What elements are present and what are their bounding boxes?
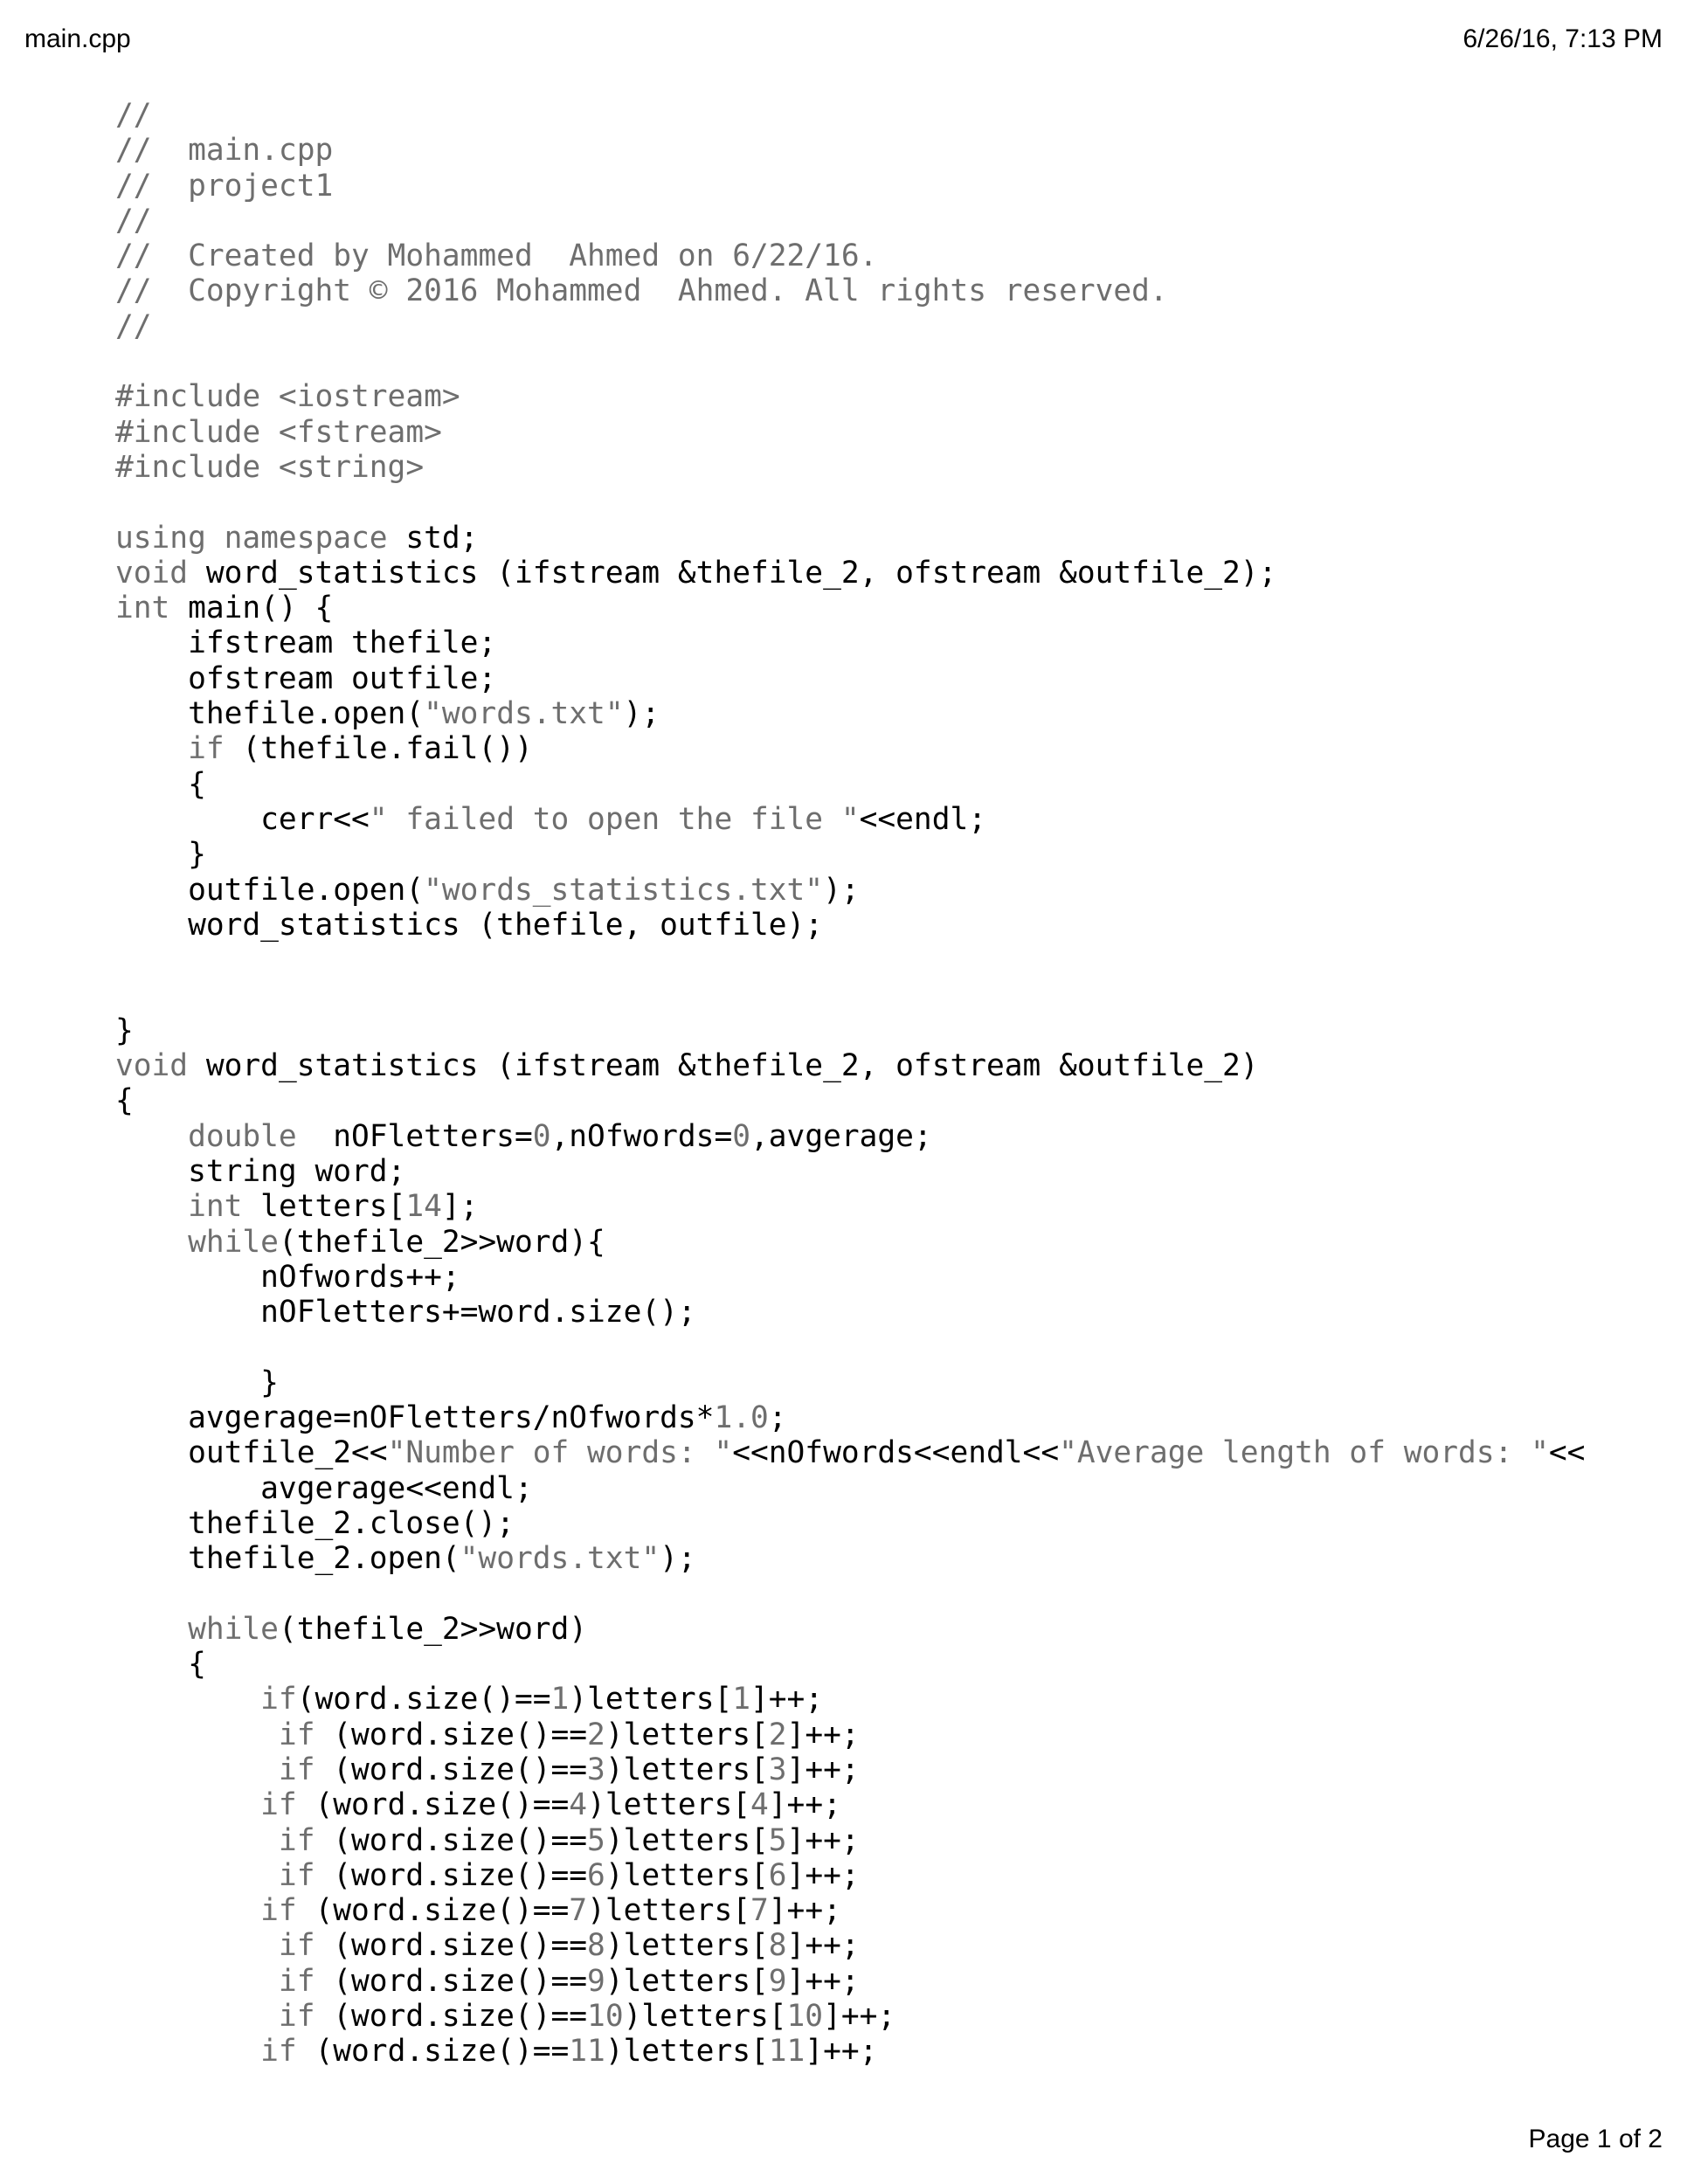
code-token-muted: 7: [569, 1893, 588, 1929]
code-token: ,avgerage;: [750, 1118, 932, 1154]
code-token-muted: #include <fstream>: [115, 414, 442, 450]
code-token-muted: void: [115, 555, 206, 591]
code-token: ;: [768, 1400, 787, 1435]
code-line: [115, 98, 1585, 133]
code-line: [115, 943, 1585, 978]
code-token-muted: "Number of words: ": [387, 1435, 733, 1471]
code-token: )letters[: [605, 2034, 769, 2070]
code-line: [115, 1330, 1585, 1365]
code-token-muted: "words.txt": [460, 1541, 660, 1577]
code-line: [115, 908, 1585, 943]
code-token-muted: 7: [750, 1893, 769, 1929]
code-token-muted: 9: [768, 1963, 787, 1999]
code-line: [115, 1260, 1585, 1295]
code-token-muted: if: [115, 1682, 297, 1717]
code-token: ]++;: [786, 1822, 860, 1858]
code-line: [115, 873, 1585, 908]
code-token: (word.size()==: [296, 1682, 551, 1717]
code-token: main() {: [188, 591, 334, 626]
file-name: main.cpp: [24, 24, 131, 53]
code-token-muted: "words.txt": [424, 696, 624, 732]
code-token: <<nOfwords<<endl<<: [732, 1435, 1060, 1471]
code-token: )letters[: [569, 1682, 733, 1717]
code-token: (thefile_2>>word): [278, 1611, 588, 1647]
code-token: ]++;: [805, 2034, 878, 2070]
code-line: [115, 767, 1585, 802]
code-token: );: [823, 872, 860, 908]
code-token-muted: // main.cpp: [115, 133, 334, 169]
code-line: [115, 696, 1585, 731]
code-line: [115, 309, 1585, 344]
code-token: ]++;: [750, 1682, 824, 1717]
code-token: }: [115, 837, 206, 873]
code-token-muted: if: [115, 1857, 334, 1893]
code-line: [115, 978, 1585, 1013]
code-line: [115, 344, 1585, 379]
code-token: <<: [1548, 1435, 1586, 1471]
code-line: [115, 1612, 1585, 1647]
code-token: }: [115, 1013, 134, 1048]
code-token-muted: if: [115, 1963, 334, 1999]
code-token: )letters[: [623, 1999, 787, 2035]
code-line: [115, 1013, 1585, 1048]
code-token-muted: 3: [768, 1752, 787, 1787]
code-token-muted: while: [115, 1224, 279, 1260]
code-line: [115, 1928, 1585, 1963]
code-token: ]++;: [786, 1928, 860, 1964]
code-line: [115, 133, 1585, 168]
code-token: avgerage=nOFletters/nOfwords*: [115, 1400, 715, 1435]
code-token-muted: "Average length of words: ": [1059, 1435, 1549, 1471]
code-token: (word.size()==: [315, 1787, 570, 1823]
code-token-muted: 1.0: [714, 1400, 769, 1435]
code-token: );: [623, 696, 660, 732]
code-token-muted: //: [115, 203, 152, 238]
code-token-muted: 14: [405, 1189, 442, 1225]
code-line: [115, 1154, 1585, 1189]
code-token: ]++;: [768, 1787, 841, 1823]
code-token-muted: if: [115, 1893, 315, 1929]
code-token: ofstream outfile;: [115, 660, 497, 696]
code-token-muted: if: [115, 1822, 334, 1858]
code-token-muted: 11: [768, 2034, 805, 2070]
code-line: [115, 1541, 1585, 1576]
code-token: )letters[: [605, 1857, 769, 1893]
code-token: ];: [441, 1189, 479, 1225]
code-token-muted: #include <string>: [115, 449, 425, 485]
code-token: outfile_2<<: [115, 1435, 388, 1471]
code-token: (thefile_2>>word){: [278, 1224, 605, 1260]
code-token: nOFletters+=word.size();: [115, 1295, 696, 1330]
page-number: Page 1 of 2: [1528, 2125, 1663, 2153]
code-token: word_statistics (ifstream &thefile_2, ofstream &outfile_2): [205, 1048, 1259, 1084]
code-token: ]++;: [768, 1893, 841, 1929]
code-line: [115, 521, 1585, 556]
code-line: [115, 1823, 1585, 1858]
code-token-muted: int: [115, 591, 189, 626]
code-token: nOFletters=: [333, 1118, 533, 1154]
code-token: nOfwords++;: [115, 1259, 460, 1295]
code-line: [115, 415, 1585, 450]
code-token: word_statistics (ifstream &thefile_2, ofstream &outfile_2);: [205, 555, 1277, 591]
code-line: [115, 2034, 1585, 2069]
code-line: [115, 1506, 1585, 1541]
print-datetime: 6/26/16, 7:13 PM: [1462, 24, 1663, 53]
code-token: (word.size()==: [333, 1822, 588, 1858]
code-line: [115, 556, 1585, 591]
code-line: [115, 1365, 1585, 1400]
code-token: outfile.open(: [115, 872, 425, 908]
code-token-muted: if: [115, 1787, 315, 1823]
code-line: [115, 1893, 1585, 1928]
code-line: [115, 273, 1585, 308]
code-token-muted: // Created by Mohammed Ahmed on 6/22/16.: [115, 238, 878, 274]
code-token: avgerage<<endl;: [115, 1470, 533, 1506]
code-token: )letters[: [605, 1752, 769, 1787]
code-token: )letters[: [587, 1787, 750, 1823]
code-line: [115, 450, 1585, 485]
code-token: ]++;: [786, 1717, 860, 1752]
code-token: {: [115, 1647, 206, 1683]
code-token: (word.size()==: [333, 1928, 588, 1964]
code-token-muted: // Copyright © 2016 Mohammed Ahmed. All rights reserved.: [115, 273, 1168, 309]
code-token: {: [115, 1083, 134, 1119]
code-token-muted: "words_statistics.txt": [424, 872, 824, 908]
code-token-muted: 4: [750, 1787, 769, 1823]
code-token-muted: using namespace: [115, 520, 406, 556]
code-token-muted: 9: [587, 1963, 605, 1999]
code-token-muted: //: [115, 98, 152, 133]
code-token-muted: 1: [550, 1682, 570, 1717]
code-token: ]++;: [823, 1999, 896, 2035]
code-token: ]++;: [786, 1963, 860, 1999]
code-line: [115, 1225, 1585, 1260]
code-line: [115, 731, 1585, 766]
code-token-muted: if: [115, 731, 243, 767]
code-line: [115, 1717, 1585, 1752]
code-line: [115, 1787, 1585, 1822]
code-line: [115, 1048, 1585, 1083]
code-token-muted: 0: [532, 1118, 551, 1154]
code-token: thefile_2.close();: [115, 1505, 515, 1541]
code-token: )letters[: [605, 1928, 769, 1964]
code-token-muted: 6: [768, 1857, 787, 1893]
code-token-muted: #include <iostream>: [115, 379, 460, 415]
code-line: [115, 1435, 1585, 1470]
code-line: [115, 625, 1585, 660]
code-token-muted: 0: [732, 1118, 751, 1154]
code-token: )letters[: [605, 1963, 769, 1999]
code-token: word_statistics (thefile, outfile);: [115, 907, 824, 943]
code-line: [115, 1999, 1585, 2034]
code-line: [115, 1119, 1585, 1154]
code-token: std;: [405, 520, 479, 556]
code-token: (thefile.fail()): [242, 731, 533, 767]
code-line: [115, 1858, 1585, 1893]
code-token-muted: while: [115, 1611, 279, 1647]
code-token-muted: if: [115, 1717, 334, 1752]
code-token: (word.size()==: [333, 1717, 588, 1752]
code-token: (word.size()==: [315, 1893, 570, 1929]
code-line: [115, 238, 1585, 273]
code-token-muted: 5: [768, 1822, 787, 1858]
code-token-muted: 3: [587, 1752, 605, 1787]
code-token: (word.size()==: [333, 1857, 588, 1893]
code-line: [115, 1189, 1585, 1224]
code-token: (word.size()==: [315, 2034, 570, 2070]
code-token: <<endl;: [859, 801, 987, 837]
code-token-muted: 10: [587, 1999, 624, 2035]
code-token: )letters[: [605, 1822, 769, 1858]
code-token-muted: 8: [587, 1928, 605, 1964]
code-token: }: [115, 1365, 279, 1400]
code-token-muted: 4: [569, 1787, 588, 1823]
code-line: [115, 379, 1585, 414]
code-line: [115, 1682, 1585, 1717]
code-token: )letters[: [605, 1717, 769, 1752]
code-listing: [115, 98, 1585, 2070]
code-token-muted: 11: [569, 2034, 605, 2070]
code-line: [115, 1400, 1585, 1435]
code-token: (word.size()==: [333, 1752, 588, 1787]
code-token: letters[: [260, 1189, 406, 1225]
code-token: (word.size()==: [333, 1963, 588, 1999]
code-line: [115, 169, 1585, 204]
code-line: [115, 1964, 1585, 1999]
code-token: cerr<<: [115, 801, 370, 837]
code-line: [115, 591, 1585, 625]
code-token: ]++;: [786, 1857, 860, 1893]
code-token-muted: 6: [587, 1857, 605, 1893]
code-line: [115, 837, 1585, 872]
code-token: (word.size()==: [333, 1999, 588, 2035]
code-token-muted: 2: [768, 1717, 787, 1752]
code-line: [115, 1647, 1585, 1682]
code-line: [115, 204, 1585, 238]
code-token: ,nOfwords=: [550, 1118, 733, 1154]
code-token-muted: double: [115, 1118, 334, 1154]
code-token-muted: " failed to open the file ": [369, 801, 860, 837]
code-token-muted: if: [115, 1999, 334, 2035]
code-token-muted: 1: [732, 1682, 751, 1717]
code-line: [115, 1295, 1585, 1330]
code-token: string word;: [115, 1153, 406, 1189]
code-token-muted: 8: [768, 1928, 787, 1964]
code-line: [115, 1576, 1585, 1611]
code-line: [115, 1471, 1585, 1506]
code-token: {: [115, 766, 206, 802]
code-token-muted: if: [115, 2034, 315, 2070]
code-token: );: [660, 1541, 696, 1577]
code-token-muted: //: [115, 308, 152, 344]
code-token-muted: if: [115, 1928, 334, 1964]
code-token-muted: 10: [786, 1999, 824, 2035]
code-line: [115, 485, 1585, 520]
code-line: [115, 1752, 1585, 1787]
code-line: [115, 661, 1585, 696]
code-token: )letters[: [587, 1893, 750, 1929]
code-token-muted: 5: [587, 1822, 605, 1858]
code-token: ]++;: [786, 1752, 860, 1787]
code-token: ifstream thefile;: [115, 625, 497, 661]
code-token-muted: if: [115, 1752, 334, 1787]
code-token-muted: 2: [587, 1717, 605, 1752]
code-line: [115, 802, 1585, 837]
code-token-muted: // project1: [115, 168, 334, 204]
code-token-muted: int: [115, 1189, 261, 1225]
code-token: thefile_2.open(: [115, 1541, 460, 1577]
code-token-muted: void: [115, 1048, 206, 1084]
code-token: thefile.open(: [115, 696, 425, 732]
code-line: [115, 1083, 1585, 1118]
